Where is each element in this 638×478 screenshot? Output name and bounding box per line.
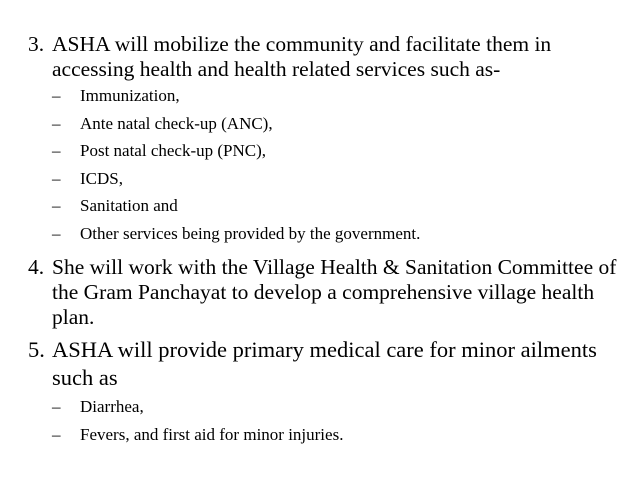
dash-bullet: – [52, 86, 61, 105]
list-item [52, 165, 622, 193]
list-item-text: Other services being provided by the government. [80, 223, 421, 243]
list-item [52, 82, 622, 110]
point-3-subitems [52, 82, 622, 247]
list-item [52, 137, 622, 165]
point-4 [28, 255, 628, 330]
point-number: 4. [28, 255, 45, 279]
point-5-subitems [52, 393, 622, 448]
list-item [52, 110, 622, 138]
list-item [52, 220, 622, 248]
point-number: 5. [28, 337, 45, 362]
point-text: ASHA will mobilize the community and facilitate them in accessing health and health related services such as- [52, 32, 552, 81]
point-number: 3. [28, 32, 45, 56]
point-text: She will work with the Village Health & Sanitation Committee of the Gram Panchayat to develop a comprehensive village health plan. [52, 255, 617, 329]
list-item-text: Fevers, and first aid for minor injuries. [80, 424, 344, 444]
list-item-text: Diarrhea, [80, 397, 144, 416]
list-item-text: ICDS, [80, 168, 123, 188]
list-item-text: Immunization, [80, 86, 180, 105]
list-item-text: Sanitation and [80, 196, 178, 215]
dash-bullet: – [52, 424, 61, 444]
dash-bullet: – [52, 223, 61, 243]
list-item-text: Post natal check-up (PNC), [80, 141, 267, 160]
dash-bullet: – [52, 397, 61, 416]
dash-bullet: – [52, 113, 61, 133]
point-5 [28, 336, 628, 392]
point-text: ASHA will provide primary medical care for minor ailments such as [52, 337, 597, 390]
list-item [52, 393, 622, 421]
list-item-text: Ante natal check-up (ANC), [80, 113, 273, 133]
dash-bullet: – [52, 141, 61, 160]
list-item [52, 192, 622, 220]
dash-bullet: – [52, 196, 61, 215]
point-3 [28, 32, 628, 82]
list-item [52, 421, 622, 449]
dash-bullet: – [52, 168, 61, 188]
